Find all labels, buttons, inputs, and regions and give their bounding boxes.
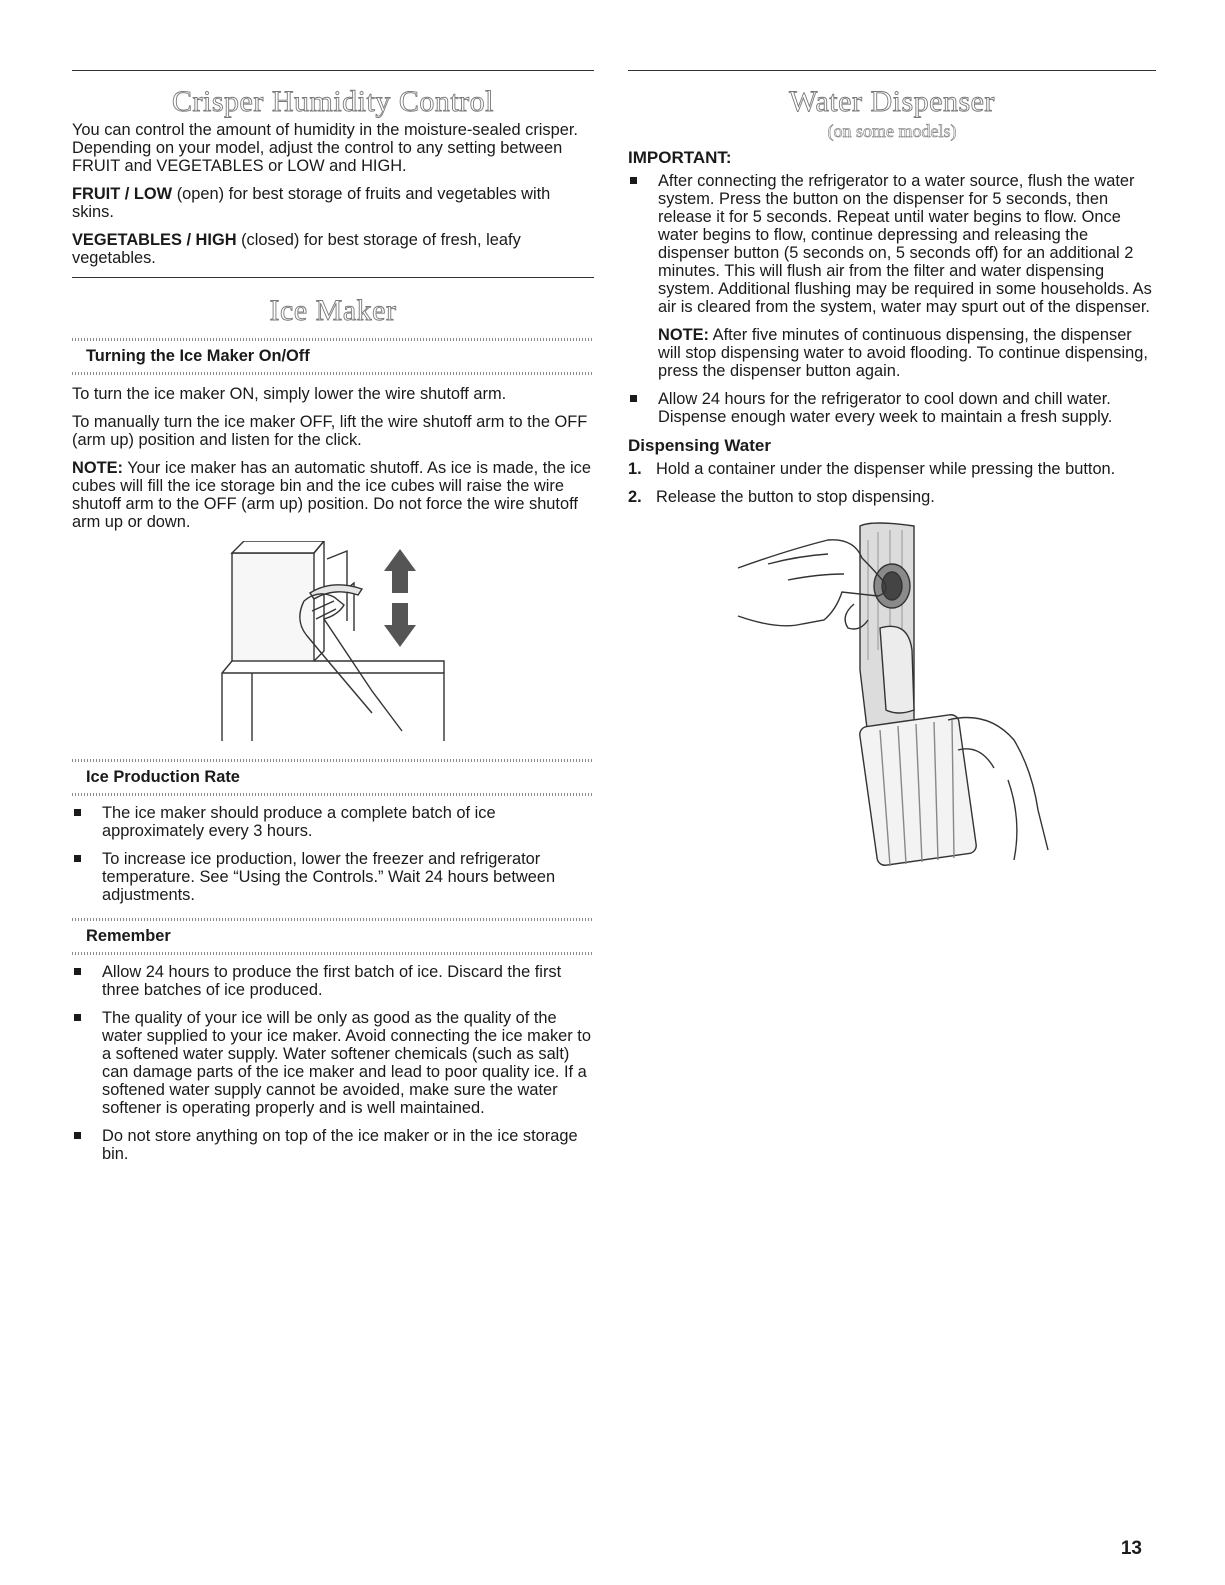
dotted-rule [72,793,594,796]
ice-note [72,459,594,531]
dotted-rule [72,952,594,955]
note-label: NOTE: [658,326,709,344]
ice-maker-title: Ice Maker [269,294,397,327]
dotted-rule [72,338,594,341]
dotted-rule [72,372,594,375]
list-item: To increase ice production, lower the freezer and refrigerator temperature. See “Using the Controls.” Wait 24 hours between adjustments. [72,850,594,904]
rate-heading: Ice Production Rate [86,768,240,786]
crisper-veg-paragraph [72,231,594,267]
remember-heading: Remember [86,927,171,945]
ice-maker-illustration [72,541,594,741]
section-divider [628,70,1156,71]
list-item [628,172,1156,380]
dispensing-heading: Dispensing Water [628,436,771,455]
crisper-title: Crisper Humidity Control [172,85,494,118]
list-item: Allow 24 hours to produce the first batch of ice. Discard the first three batches of ice produced. [72,963,594,999]
water-dispenser-subtitle: (on some models) [827,121,957,141]
step-text: Release the button to stop dispensing. [656,488,935,506]
ice-on-text: To turn the ice maker ON, simply lower the wire shutoff arm. [72,385,507,403]
veg-text: (closed) for best storage of fresh, leafy vegetables. [72,231,521,267]
section-divider [72,277,594,278]
step-number: 1. [628,460,642,478]
list-item: The quality of your ice will be only as good as the quality of the water supplied to your ice maker. Avoid connecting the ice maker to a softened water supply. Water softener chemicals (such as salt) can damage parts of the ice maker and lead to poor quality ice. If a softened water supply cannot be avoided, make sure the water softener is operating properly and is well maintained. [72,1009,594,1117]
note-text: After five minutes of continuous dispensing, the dispenser will stop dispensing water to avoid flooding. To continue dispensing, press the dispenser button again. [658,326,1148,380]
right-column [628,70,1156,910]
list-item: Allow 24 hours for the refrigerator to cool down and chill water. Dispense enough water every week to maintain a fresh supply. [628,390,1156,426]
step-number: 2. [628,488,642,506]
dotted-rule [72,759,594,762]
list-item: Do not store anything on top of the ice maker or in the ice storage bin. [72,1127,594,1163]
onoff-heading: Turning the Ice Maker On/Off [86,347,310,365]
water-dispenser-title: Water Dispenser [789,85,995,118]
important-list [628,172,1156,426]
important-label: IMPORTANT: [628,148,732,167]
step-text: Hold a container under the dispenser while pressing the button. [656,460,1116,478]
crisper-fruit-paragraph [72,185,594,221]
dispensing-steps [628,460,1156,506]
step-item [628,488,1156,506]
ice-off-text: To manually turn the ice maker OFF, lift the wire shutoff arm to the OFF (arm up) position and listen for the click. [72,413,588,449]
note-label: NOTE: [72,459,123,477]
list-item: The ice maker should produce a complete batch of ice approximately every 3 hours. [72,804,594,840]
water-dispenser-illustration [628,520,1156,910]
remember-list [72,963,594,1163]
veg-label: VEGETABLES / HIGH [72,231,237,249]
fruit-text: (open) for best storage of fruits and vegetables with skins. [72,185,551,221]
dotted-rule [72,918,594,921]
rate-list [72,804,594,904]
fruit-label: FRUIT / LOW [72,185,173,203]
page-number: 13 [1120,1538,1142,1559]
dispenser-note [658,326,1156,380]
left-column [72,70,594,1173]
step-item [628,460,1156,478]
section-divider [72,70,594,71]
crisper-intro: You can control the amount of humidity in the moisture-sealed crisper. Depending on your model, adjust the control to any setting between FRUIT and VEGETABLES or LOW and HIGH. [72,121,578,175]
note-text: Your ice maker has an automatic shutoff. As ice is made, the ice cubes will fill the ice storage bin and the ice cubes will raise the wire shutoff arm to the OFF (arm up) position. Do not force the wire shutoff arm up or down. [72,459,591,531]
list-item-text: After connecting the refrigerator to a water source, flush the water system. Press the button on the dispenser for 5 seconds, then release it for 5 seconds. Repeat until water begins to flow. Once water begins to flow, continue depressing and releasing the dispenser button (5 seconds on, 5 seconds off) for an additional 2 minutes. This will flush air from the filter and water dispensing system. Additional flushing may be required in some households. As air is cleared from the system, water may spurt out of the dispenser. [658,172,1152,316]
